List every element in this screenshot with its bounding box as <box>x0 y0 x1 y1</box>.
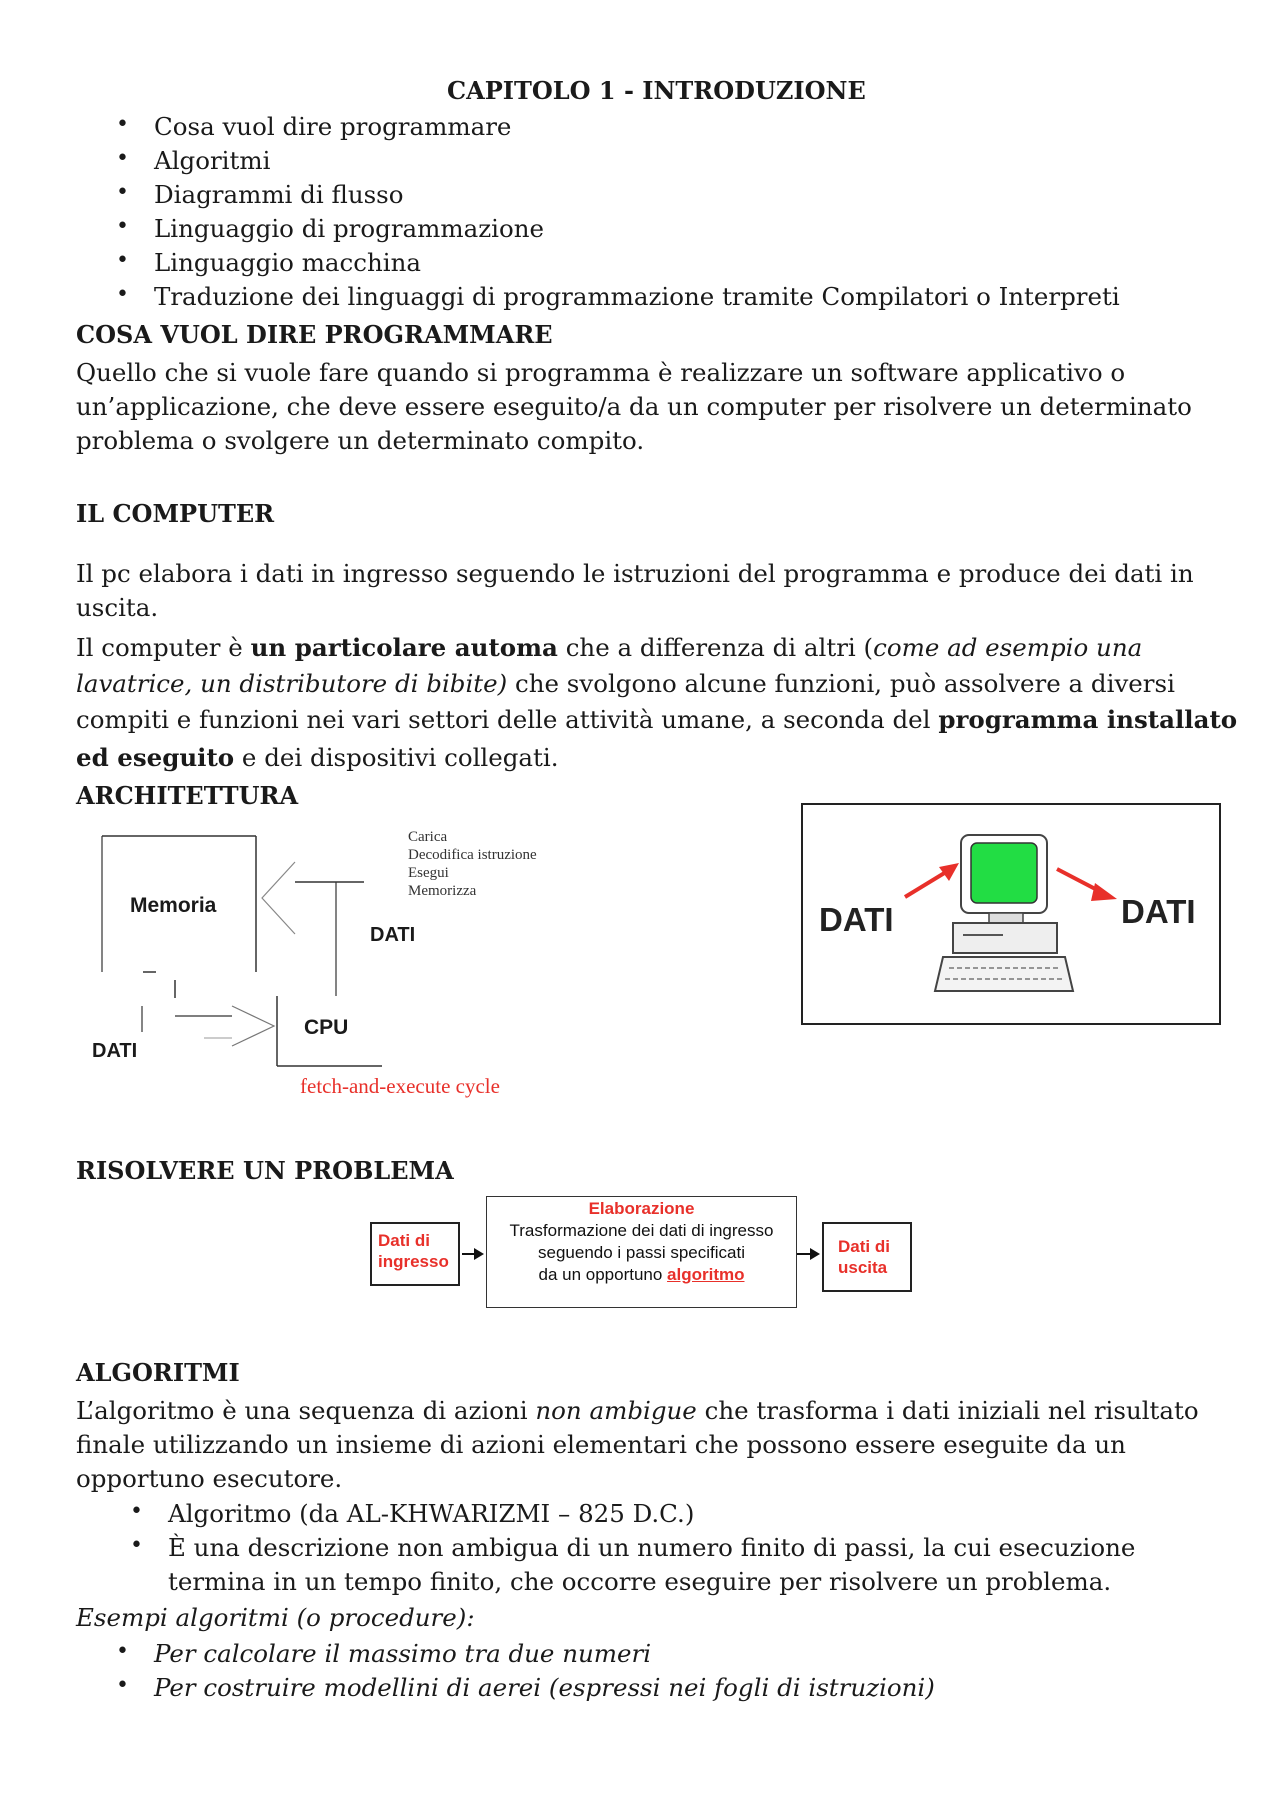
processing-line: seguendo i passi specificati <box>538 1243 745 1262</box>
dati-label: DATI <box>92 1040 138 1062</box>
paragraph-line: finale utilizzando un insieme di azioni elementari che possono essere eseguite da un <box>76 1430 1126 1459</box>
paragraph-line: uscita. <box>76 593 159 622</box>
dati-label: DATI <box>370 924 416 946</box>
cpu-label: CPU <box>304 1016 349 1039</box>
paragraph-line: lavatrice, un distributore di bibite) che svolgono alcune funzioni, può assolvere a diversi <box>76 669 1175 698</box>
input-box: Dati di ingresso <box>370 1222 460 1286</box>
cycle-steps <box>408 828 537 900</box>
toc-item: Linguaggio di programmazione <box>154 214 544 243</box>
toc-item: Traduzione dei linguaggi di programmazione tramite Compilatori o Interpreti <box>154 282 1120 311</box>
paragraph-line: Il pc elabora i dati in ingresso seguendo le istruzioni del programma e produce dei dati in <box>76 559 1194 588</box>
section-heading-computer: IL COMPUTER <box>76 499 275 528</box>
paragraph-line: Quello che si vuole fare quando si programma è realizzare un software applicativo o <box>76 358 1126 387</box>
paragraph-line: opportuno esecutore. <box>76 1464 343 1493</box>
computer-illustration <box>801 803 1221 1025</box>
section-heading-programmare: COSA VUOL DIRE PROGRAMMARE <box>76 320 553 349</box>
output-box: Dati di uscita <box>822 1222 912 1292</box>
paragraph-line: un’applicazione, che deve essere eseguito/a da un computer per risolvere un determinato <box>76 392 1192 421</box>
cycle-step: Memorizza <box>408 883 477 899</box>
processing-line: Trasformazione dei dati di ingresso <box>509 1221 774 1240</box>
dati-out-label: DATI <box>1121 893 1196 930</box>
processing-box <box>486 1196 797 1308</box>
paragraph-line: ed eseguito e dei dispositivi collegati. <box>76 743 559 772</box>
processing-title: Elaborazione <box>588 1199 695 1218</box>
dati-in-label: DATI <box>819 901 894 938</box>
toc-item: Linguaggio macchina <box>154 248 421 277</box>
toc-item: Algoritmi <box>154 146 271 175</box>
list-item-continuation: termina in un tempo finito, che occorre eseguire per risolvere un problema. <box>168 1567 1112 1596</box>
processing-line: da un opportuno algoritmo <box>538 1265 745 1284</box>
problem-flow-diagram <box>370 1196 914 1312</box>
cycle-step: Carica <box>408 829 448 845</box>
section-heading-architettura: ARCHITETTURA <box>76 781 299 810</box>
paragraph-line: problema o svolgere un determinato compito. <box>76 426 645 455</box>
section-heading-problema: RISOLVERE UN PROBLEMA <box>76 1156 454 1185</box>
list-item: Algoritmo (da AL-KHWARIZMI – 825 D.C.) <box>168 1499 695 1528</box>
paragraph-line: Il computer è un particolare automa che a differenza di altri (come ad esempio una <box>76 633 1143 662</box>
cycle-step: Decodifica istruzione <box>408 847 537 863</box>
architecture-diagram <box>80 820 600 1110</box>
paragraph-line: compiti e funzioni nei vari settori delle attività umane, a seconda del programma installato <box>76 705 1238 734</box>
example-item: Per calcolare il massimo tra due numeri <box>154 1639 652 1668</box>
chapter-title: CAPITOLO 1 - INTRODUZIONE <box>447 76 866 105</box>
fetch-execute-cycle-label: fetch-and-execute cycle <box>300 1074 500 1098</box>
examples-title: Esempi algoritmi (o procedure): <box>76 1603 475 1632</box>
section-heading-algoritmi: ALGORITMI <box>76 1358 240 1387</box>
toc-item: Diagrammi di flusso <box>154 180 404 209</box>
cycle-step: Esegui <box>408 865 449 881</box>
paragraph-line: L’algoritmo è una sequenza di azioni non ambigue che trasforma i dati iniziali nel risultato <box>76 1396 1199 1425</box>
list-item: È una descrizione non ambigua di un numero finito di passi, la cui esecuzione <box>168 1533 1136 1562</box>
toc-item: Cosa vuol dire programmare <box>154 112 512 141</box>
example-item: Per costruire modellini di aerei (espressi nei fogli di istruzioni) <box>154 1673 935 1702</box>
memoria-label: Memoria <box>130 894 217 917</box>
document-page: CAPITOLO 1 - INTRODUZIONE • Cosa vuol dire programmare • Algoritmi • Diagrammi di flusso • Linguaggio di programmazione • Linguaggio macchina • Traduzione dei linguaggi di programmazione tramite Compilatori o Interpreti COSA VUOL DIRE PROGRAMMARE Quello che si vuole fare quando si programma è realizzare un software applicativo o un’applicazione, che deve essere eseguito/a da un computer per risolvere un determinato problema o svolgere un determinato compito. IL COMPUTER Il pc elabora i dati in ingresso seguendo le istruzioni del programma e produce dei dati in uscita. Il computer è un particolare automa che a differenza di altri (come ad esempio una lavatrice, un distributore di bibite) che svolgono alcune funzioni, può assolvere a diversi compiti e funzioni nei vari settori delle attività umane, a seconda del programma installato ed eseguito e dei dispositivi collegati. ARCHITETTURA Memoria CPU DATI DATI Carica Decodifica istruzione Esegui Memorizza fetch-and-execute cycle DATI DATI RISOLVERE UN PROBLEMA Dati di ingresso Elaborazione Trasformazione dei dati di ingresso seguendo i passi specificati da un opportuno algoritmo Dati di uscita ALGORITMI L’algoritmo è una sequenza di azioni non ambigue che trasforma i dati iniziali nel risultato finale utilizzando un insieme di azioni elementari che possono essere eseguite da un opportuno esecutore. • Algoritmo (da AL-KHWARIZMI – 825 D.C.) • È una descrizione non ambigua di un numero finito di passi, la cui esecuzione termina in un tempo finito, che occorre eseguire per risolvere un problema. Esempi algoritmi (o procedure): • Per calcolare il massimo tra due numeri • Per costruire modellini di aerei (espressi nei fogli di istruzioni) <box>0 0 1280 1811</box>
